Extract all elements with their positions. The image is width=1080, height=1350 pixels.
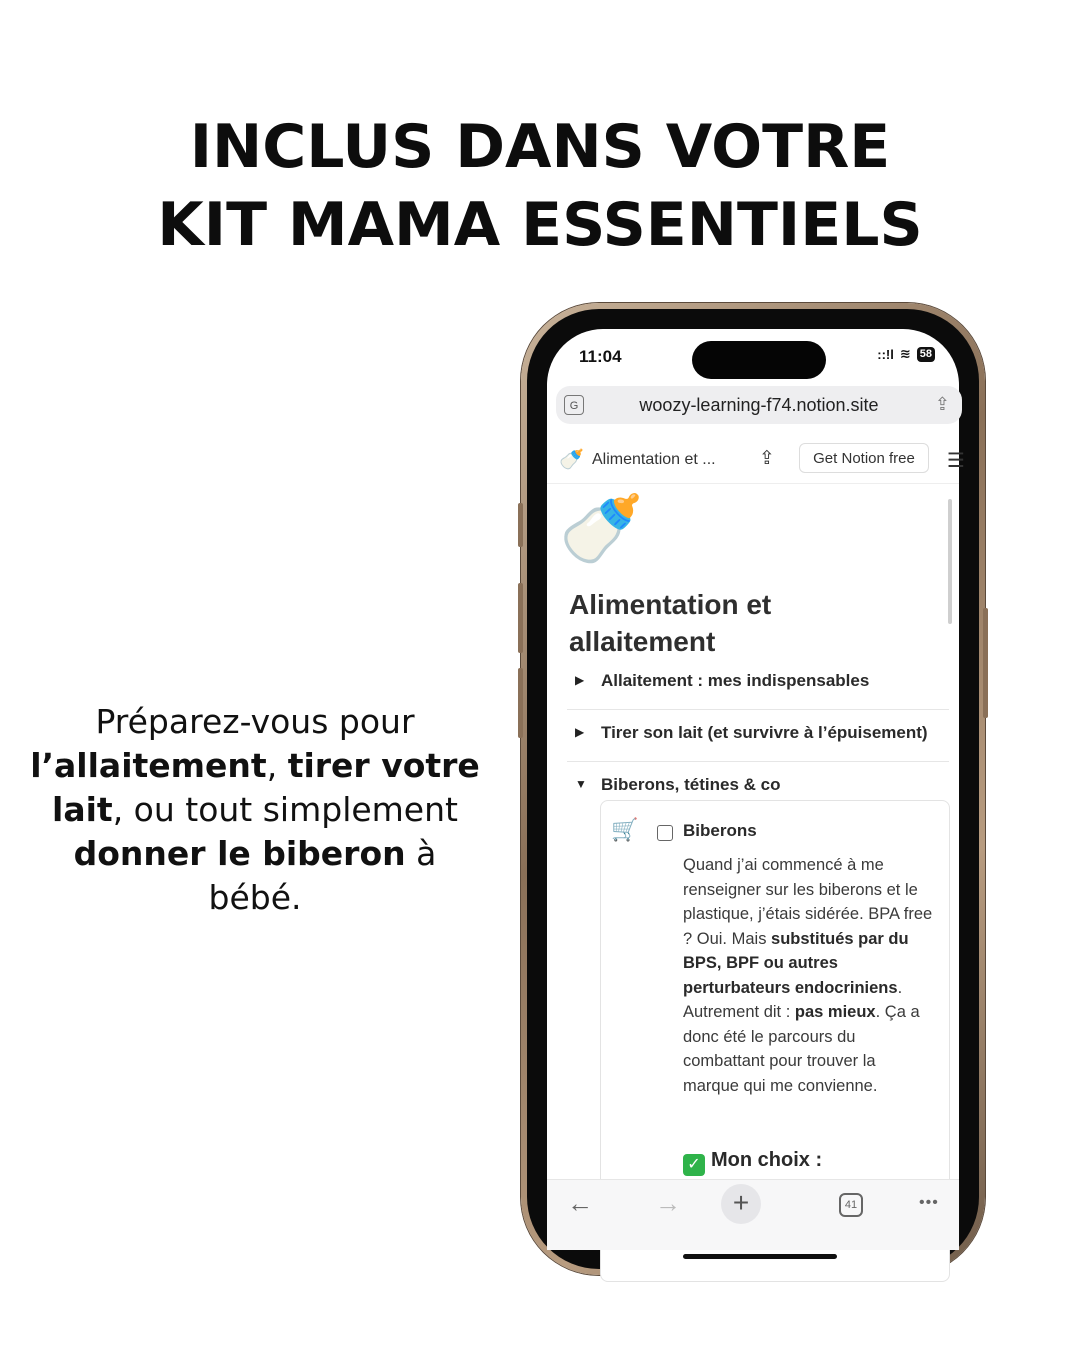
status-bar	[547, 329, 959, 381]
toggle-allaitement[interactable]	[567, 657, 949, 710]
phone-mockup	[521, 303, 985, 1275]
toggle-arrow-icon[interactable]: ▼	[575, 777, 587, 791]
todo-checkbox[interactable]	[657, 825, 673, 841]
phone-power-button	[983, 608, 988, 718]
tabs-count-button[interactable]: 41	[839, 1193, 863, 1217]
pitch-bold-1: l’allaitement	[30, 746, 267, 785]
url-bar[interactable]	[556, 386, 962, 424]
page-emoji-icon: 🍼	[559, 491, 644, 567]
url-text[interactable]: woozy-learning-f74.notion.site	[639, 395, 879, 415]
pitch-text-3: , ou tout simplement	[112, 790, 458, 829]
toggle-tirer-son-lait[interactable]	[567, 709, 949, 762]
notion-share-icon[interactable]: ⇪	[759, 448, 775, 469]
desc-bold-1: substitués par du BPS, BPF ou autres perturbateurs endocriniens	[683, 929, 909, 997]
battery-icon: 58	[917, 347, 935, 362]
page-title	[569, 586, 929, 660]
pitch-bold-3: donner le biberon	[73, 834, 406, 873]
more-icon[interactable]: •••	[919, 1194, 939, 1211]
desc-text-3: . Ça a donc été le parcours du combattant pour trouver la marque qui me convienne.	[683, 1003, 920, 1095]
pitch-text-1: Préparez-vous pour	[95, 702, 415, 741]
browser-bottom-bar	[547, 1179, 959, 1250]
notion-page-breadcrumb[interactable]: Alimentation et ...	[592, 451, 716, 468]
scrollbar[interactable]	[948, 499, 952, 624]
desc-bold-2: pas mieux	[794, 1003, 876, 1021]
translate-icon[interactable]: G	[564, 395, 584, 415]
pitch-text-2: ,	[266, 746, 288, 785]
toggle-arrow-icon[interactable]: ▶	[575, 725, 585, 739]
status-icons	[877, 346, 935, 362]
signal-icon: ::!l	[877, 346, 894, 362]
pitch-bold-2: tirer votre lait	[52, 746, 480, 829]
forward-arrow-icon[interactable]: →	[655, 1188, 681, 1218]
phone-bezel	[527, 309, 979, 1269]
check-mark-icon: ✓	[683, 1154, 705, 1176]
share-icon[interactable]: ⇪	[934, 394, 950, 414]
dynamic-island	[692, 341, 826, 379]
page-title-line-2: allaitement	[569, 626, 716, 657]
phone-volume-down	[518, 668, 523, 738]
phone-volume-up	[518, 583, 523, 653]
baby-bottle-icon: 🍼	[559, 449, 584, 471]
cart-icon: 🛒	[611, 817, 639, 842]
page-title-line-1: Alimentation et	[569, 589, 772, 620]
notion-topbar	[547, 441, 965, 484]
desc-text-1: Quand j’ai commencé à me renseigner sur les biberons et le plastique, j’étais sidérée. BPA free ? Oui. Mais	[683, 856, 933, 948]
pitch-text-4: à bébé.	[208, 834, 437, 917]
toggle-arrow-icon[interactable]: ▶	[575, 673, 585, 687]
back-arrow-icon[interactable]: ←	[567, 1188, 593, 1218]
menu-icon[interactable]: ☰	[947, 450, 965, 472]
pitch-text	[30, 700, 480, 920]
toggle-label[interactable]: Tirer son lait (et survivre à l’épuisement)	[601, 723, 928, 742]
get-notion-free-button[interactable]: Get Notion free	[799, 443, 929, 473]
headline-line-2: KIT MAMA ESSENTIELS	[157, 190, 923, 260]
toggle-label[interactable]: Allaitement : mes indispensables	[601, 671, 870, 690]
headline	[0, 108, 1080, 264]
todo-title: Biberons	[683, 821, 757, 840]
todo-description	[683, 853, 933, 1098]
mon-choix-heading	[683, 1149, 822, 1176]
status-time: 11:04	[579, 347, 622, 366]
home-indicator[interactable]	[683, 1254, 837, 1259]
toggle-label[interactable]: Biberons, tétines & co	[601, 775, 781, 794]
wifi-icon: ≋	[899, 346, 911, 361]
headline-line-1: INCLUS DANS VOTRE	[189, 112, 891, 182]
phone-screen	[547, 329, 965, 1249]
mon-choix-label: Mon choix :	[711, 1149, 823, 1171]
new-tab-button[interactable]: +	[721, 1184, 761, 1224]
desc-text-2: . Autrement dit :	[683, 978, 903, 1021]
phone-side-button	[518, 503, 523, 547]
